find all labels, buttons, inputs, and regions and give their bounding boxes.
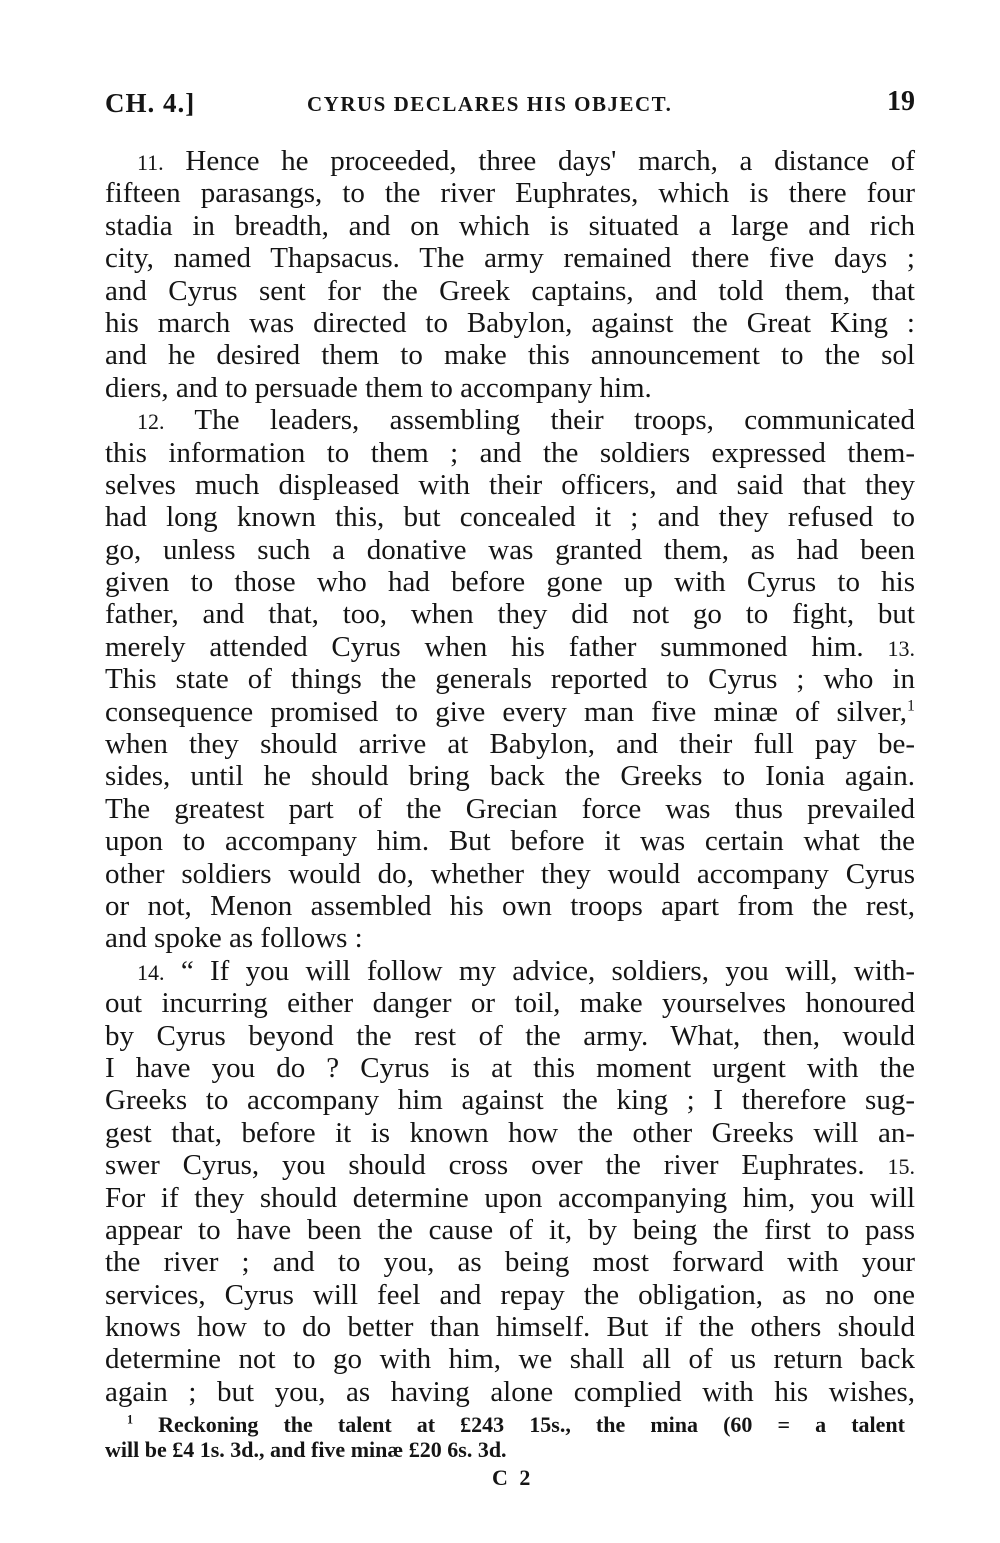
text-line (105, 404, 915, 436)
running-title: CYRUS DECLARES HIS OBJECT. (307, 92, 673, 116)
text-line (105, 760, 915, 792)
line-text: “ If you will follow my advice, soldiers, you will, with- (164, 954, 915, 987)
footnote-line: will be £4 1s. 3d., and five minæ £20 6s. 3d. (105, 1437, 507, 1462)
text-line (105, 145, 915, 177)
footnote-marker: 1 (127, 1412, 134, 1427)
text-line (105, 1182, 915, 1214)
line-text: swer Cyrus, you should cross over the river Euphrates. (105, 1149, 865, 1182)
line-text: knows how to do better than himself. But if the others should (105, 1311, 915, 1344)
line-text: had long known this, but concealed it ; and they refused to (105, 501, 915, 534)
signature-mark: C 2 (492, 1465, 534, 1490)
text-line (105, 793, 915, 825)
text-line (105, 1020, 915, 1052)
line-text: this information to them ; and the soldiers expressed them- (105, 436, 915, 469)
line-text: given to those who had before gone up with Cyrus to his (105, 566, 915, 599)
line-text: fifteen parasangs, to the river Euphrates, which is there four (105, 177, 915, 210)
text-line (105, 1343, 915, 1375)
line-text: sides, until he should bring back the Greeks to Ionia again. (105, 760, 915, 793)
section-number: 11. (137, 150, 164, 175)
text-line (105, 1311, 915, 1343)
line-text: selves much displeased with their officers, and said that they (105, 468, 915, 501)
line-text: merely attended Cyrus when his father summoned him. (105, 630, 864, 663)
line-text: gest that, before it is known how the other Greeks will an- (105, 1116, 915, 1149)
text-line (105, 469, 915, 501)
body-text (105, 145, 915, 1408)
footnote (105, 1412, 905, 1462)
line-text: and spoke as follows : (105, 922, 363, 955)
text-line (105, 1149, 915, 1181)
line-text: when they should arrive at Babylon, and their full pay be- (105, 728, 915, 761)
text-line (105, 275, 915, 307)
line-text: appear to have been the cause of it, by being the first to pass (105, 1213, 915, 1246)
line-text: by Cyrus beyond the rest of the army. What, then, would (105, 1019, 915, 1052)
line-text: The leaders, assembling their troops, communicated (164, 404, 915, 437)
footnote-line: $^1$ Reckoning the talent at £243 15s., the mina (60 = a talent (127, 1412, 905, 1437)
line-text: services, Cyrus will feel and repay the obligation, as no one (105, 1278, 915, 1311)
page-number: 19 (887, 86, 915, 117)
line-text: and he desired them to make this announcement to the sol (105, 339, 915, 372)
running-head (105, 84, 915, 120)
line-text: go, unless such a donative was granted them, as had been (105, 533, 915, 566)
line-text: This state of things the generals reported to Cyrus ; who in (105, 663, 915, 696)
chapter-marker: CH. 4.] (105, 88, 196, 118)
text-line (105, 566, 915, 598)
line-text: diers, and to persuade them to accompany him. (105, 371, 652, 404)
footnote-reference: 1 (907, 696, 915, 714)
section-number: 12. (137, 409, 165, 435)
text-line (105, 177, 915, 209)
line-text: and Cyrus sent for the Greek captains, and told them, that (105, 274, 915, 307)
text-line (105, 1214, 915, 1246)
section-number: 14. (137, 959, 165, 985)
line-text: stadia in breadth, and on which is situated a large and rich (105, 209, 915, 242)
text-line (105, 663, 915, 695)
line-text: consequence promised to give every man five minæ of silver, (105, 695, 908, 728)
text-line (105, 1279, 915, 1311)
line-text: or not, Menon assembled his own troops apart from the rest, (105, 889, 915, 922)
text-line (105, 437, 915, 469)
text-line (105, 534, 915, 566)
text-line (105, 955, 915, 987)
text-line (105, 242, 915, 274)
text-line (105, 339, 915, 371)
line-text: city, named Thapsacus. The army remained there five days ; (105, 242, 915, 275)
section-number: 15. (887, 1154, 915, 1180)
line-text: upon to accompany him. But before it was certain what the (105, 825, 915, 858)
text-line (105, 307, 915, 339)
text-line (105, 501, 915, 533)
text-line (105, 210, 915, 242)
section-number: 13. (887, 635, 916, 661)
text-line (105, 1052, 915, 1084)
text-line (105, 1246, 915, 1278)
line-text: his march was directed to Babylon, against the Great King : (105, 306, 915, 339)
line-text: The greatest part of the Grecian force was thus prevailed (105, 792, 915, 825)
text-line (105, 696, 915, 728)
text-line (105, 631, 915, 663)
line-text: other soldiers would do, whether they would accompany Cyrus (105, 857, 915, 890)
text-line (105, 598, 915, 630)
line-text: Hence he proceeded, three days' march, a distance of (163, 145, 915, 177)
text-line (105, 728, 915, 760)
text-line (105, 858, 915, 890)
text-line (105, 1376, 915, 1408)
line-text: Greeks to accompany him against the king ; I therefore sug- (105, 1084, 915, 1117)
line-text: I have you do ? Cyrus is at this moment urgent with the (105, 1051, 915, 1084)
text-line (105, 890, 915, 922)
text-line (105, 987, 915, 1019)
line-text: out incurring either danger or toil, make yourselves honoured (105, 987, 915, 1020)
line-text: determine not to go with him, we shall all of us return back (105, 1343, 915, 1376)
line-text: For if they should determine upon accompanying him, you will (105, 1181, 915, 1214)
line-text: again ; but you, as having alone complied with his wishes, (105, 1375, 915, 1408)
text-line (105, 922, 915, 954)
text-line (105, 825, 915, 857)
text-line (105, 1117, 915, 1149)
text-line (105, 372, 915, 404)
line-text: father, and that, too, when they did not go to fight, but (105, 598, 915, 631)
text-line (105, 1084, 915, 1116)
line-text: the river ; and to you, as being most forward with your (105, 1246, 915, 1279)
